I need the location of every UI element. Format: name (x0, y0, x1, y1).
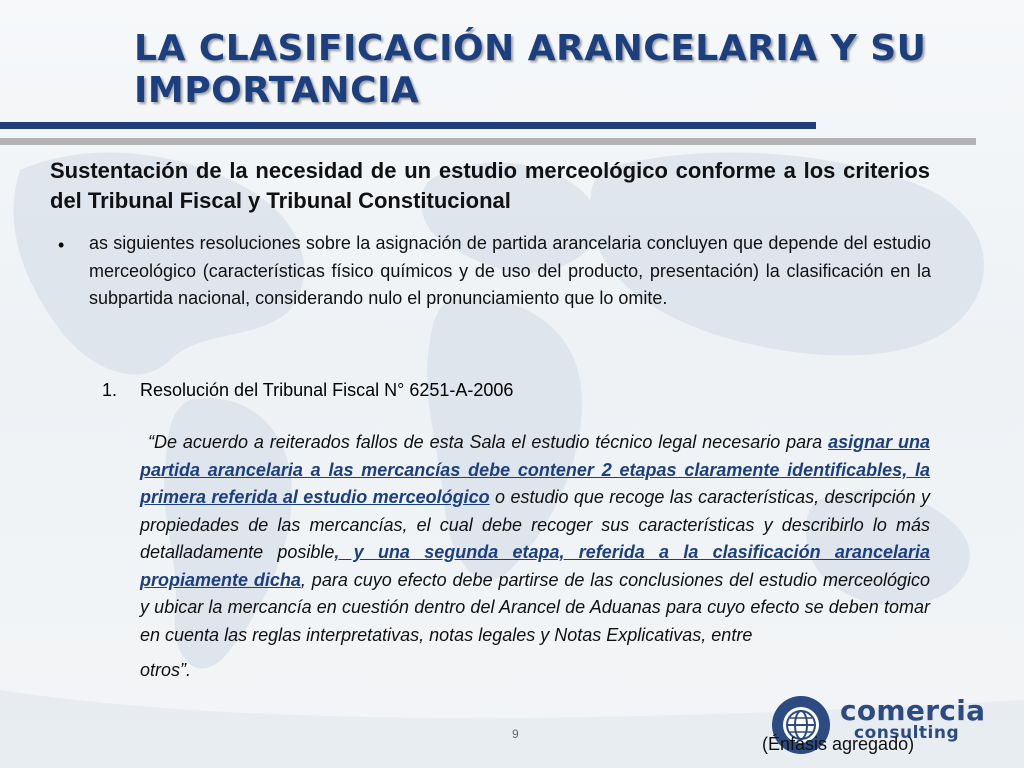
slide-subtitle: Sustentación de la necesidad de un estudio merceológico conforme a los criterios del Tribunal Fiscal y Tribunal Constitucional (50, 158, 930, 213)
title-divider-bar (0, 138, 976, 145)
emphasis-note: (Énfasis agregado) (762, 734, 915, 754)
list-item-text: Resolución del Tribunal Fiscal N° 6251-A-2006 (140, 380, 514, 400)
quote-emphasis-1: asignar una partida arancelaria a las mercancías debe contener 2 etapas claramente identificables, la primera referida al estudio merceológico (140, 432, 930, 507)
title-accent-bar (0, 122, 816, 129)
bullet-paragraph: as siguientes resoluciones sobre la asignación de partida arancelaria concluyen que depende del estudio merceológico (características físico químicos y de uso del producto, presentación) la clasificación en la subpartida nacional, considerando nulo el pronunciamiento que lo omite. (89, 233, 931, 308)
quote-part-2: o estudio que recoge las características, descripción y propiedades de las mercancías, el cual debe recoger sus características y describirlo lo más detalladamente posible (140, 487, 930, 562)
quote-end: otros”. (140, 660, 192, 680)
logo-name: comercia (840, 694, 986, 727)
bullet-marker: • (58, 235, 65, 255)
quote-block (140, 429, 930, 685)
quote-part-3: , para cuyo efecto debe partirse de las conclusiones del estudio merceológico y ubicar la mercancía en cuestión dentro del Arancel de Aduanas para cuyo efecto se deben tomar en cuenta las reglas interpretativas, notas legales y Notas Explicativas, entre (140, 569, 930, 645)
list-item-number: 1. (102, 380, 118, 400)
slide-title: LA CLASIFICACIÓN ARANCELARIA Y SU IMPORTANCIA (134, 28, 927, 111)
quote-part-1: “De acuerdo a reiterados fallos de esta Sala el estudio técnico legal necesario para (148, 432, 829, 452)
logo-subtitle: consulting (854, 723, 960, 743)
quote-emphasis-2: , y una segunda etapa, referida a la clasificación arancelaria propiamente dicha (140, 542, 930, 590)
page-number: 9 (512, 727, 519, 741)
